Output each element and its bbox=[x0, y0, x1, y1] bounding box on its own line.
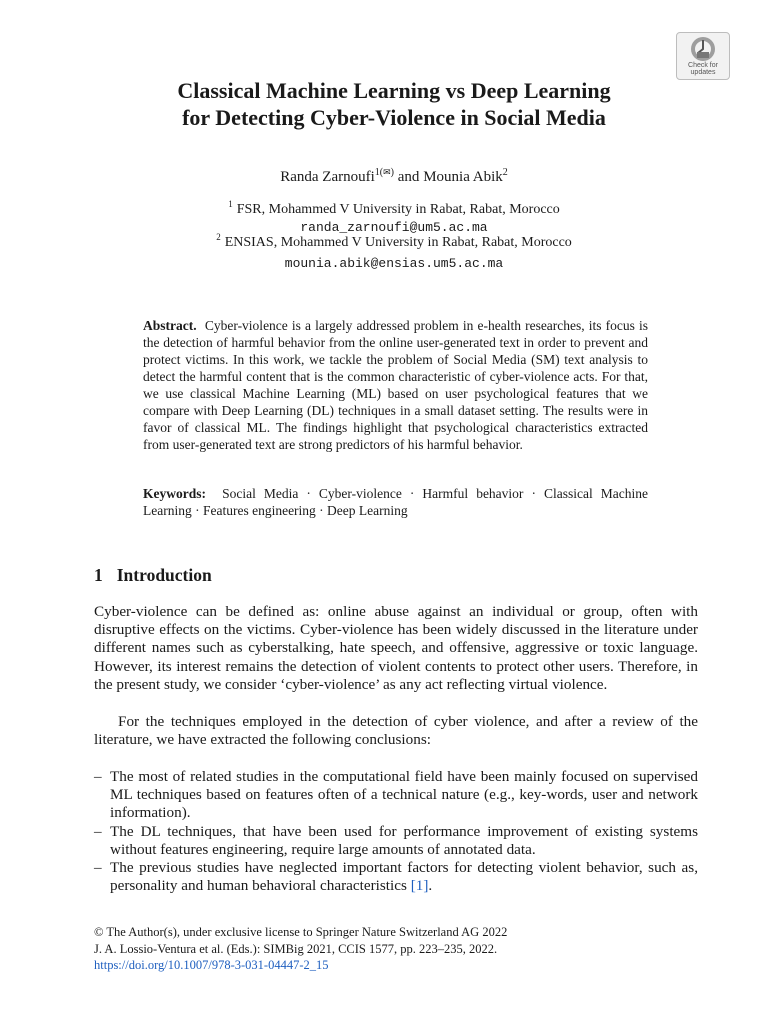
author-2-affil: 2 bbox=[502, 167, 508, 178]
section-title: Introduction bbox=[116, 565, 212, 585]
paper-title bbox=[60, 77, 728, 131]
check-for-updates-badge[interactable] bbox=[676, 32, 730, 80]
keywords-text: Social Media · Cyber-violence · Harmful behavior · Classical Machine Learning · Features engineering · Deep Learning bbox=[143, 486, 648, 518]
bullet-dash: – bbox=[94, 768, 102, 785]
citation-link[interactable]: [1] bbox=[410, 877, 429, 895]
paragraph-1: Cyber-violence can be defined as: online abuse against an individual or group, often with disruptive effects on the victims. Cyber-violence has been widely discussed in the literature under different names such as cyberstalking, hate speech, and offensive, aggressive or toxic language. However, its interest remains the detection of violent contents to protect other users. Therefore, in the present study, we consider ‘cyber-violence’ as any act reflecting virtual violence. bbox=[94, 603, 698, 693]
affiliation-2-email[interactable]: mounia.abik@ensias.um5.ac.ma bbox=[284, 256, 504, 271]
paragraph-2: For the techniques employed in the detection of cyber violence, and after a review of the literature, we have extracted the following conclusions: bbox=[94, 713, 698, 749]
envelope-icon[interactable]: ✉ bbox=[383, 168, 391, 178]
bullet-dash: – bbox=[94, 822, 102, 840]
doi-link[interactable]: https://doi.org/10.1007/978-3-031-04447-2_15 bbox=[94, 958, 329, 972]
conclusions-list bbox=[94, 768, 698, 895]
title-line1: Classical Machine Learning vs Deep Learning bbox=[177, 78, 611, 103]
abstract-label: Abstract. bbox=[143, 318, 197, 333]
citation-line: J. A. Lossio-Ventura et al. (Eds.): SIMBig 2021, CCIS 1577, pp. 223–235, 2022. bbox=[94, 941, 498, 956]
abstract bbox=[143, 317, 648, 453]
title-line2: for Detecting Cyber-Violence in Social Media bbox=[182, 105, 606, 130]
footer bbox=[94, 924, 714, 974]
list-item: – The DL techniques, that have been used for performance improvement of existing systems without features engineering, require large amounts of annotated data. bbox=[94, 822, 698, 858]
badge-line1: Check for bbox=[688, 62, 718, 69]
author-line bbox=[60, 167, 728, 187]
author-connector: and bbox=[394, 169, 424, 185]
section-heading bbox=[94, 564, 212, 586]
check-for-updates-icon bbox=[690, 36, 716, 62]
author-1-affil: 1(✉) bbox=[374, 167, 395, 178]
affiliation-1: $^1$ FSR, Mohammed V University in Rabat, Rabat, Morocco bbox=[228, 199, 560, 217]
badge-line2: updates bbox=[690, 69, 716, 76]
affiliation-2: $^2$ ENSIAS, Mohammed V University in Rabat, Rabat, Morocco bbox=[216, 232, 572, 250]
list-item: – The previous studies have neglected important factors for detecting violent behavior, such as, personality and human behavioral characteristics [1]. bbox=[94, 859, 698, 895]
author-2: Mounia Abik bbox=[423, 169, 503, 185]
keywords bbox=[143, 485, 648, 519]
section-number: 1 bbox=[94, 565, 103, 585]
keywords-label: Keywords: bbox=[143, 486, 206, 501]
affiliation-1-email[interactable]: randa_zarnoufi@um5.ac.ma bbox=[300, 220, 488, 235]
copyright-line: © The Author(s), under exclusive license to Springer Nature Switzerland AG 2022 bbox=[94, 925, 508, 939]
author-1: Randa Zarnoufi bbox=[280, 169, 375, 185]
bullet-dash: – bbox=[94, 859, 102, 877]
list-item: – The most of related studies in the computational field have been mainly focused on supervised ML techniques based on features often of a technical nature (e.g., key-words, user and network information). bbox=[94, 768, 698, 822]
abstract-text: Cyber-violence is a largely addressed problem in e-health researches, its focus is the detection of harmful behavior from the online user-generated text in order to prevent and protect victims. In this work, we tackle the problem of Social Media (SM) text analysis to detect the harmful content that is the common characteristic of cyber-violence acts. For that, we use classical Machine Learning (ML) based on user psychological features that we compare with Deep Learning (DL) techniques in a small dataset setting. The results were in favor of classical ML. The findings highlight that psychological characteristics extracted from user-generated text are strong predictors of his harmful behavior. bbox=[143, 318, 648, 452]
